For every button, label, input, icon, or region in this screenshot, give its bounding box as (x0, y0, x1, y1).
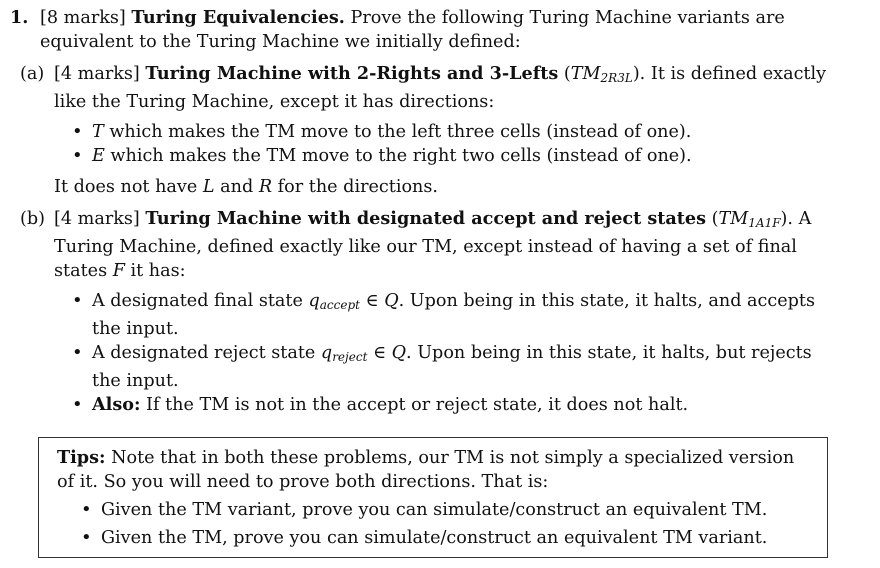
part-b-notation: TM (718, 209, 749, 229)
problem-number: 1. (10, 7, 29, 28)
tips-list (57, 498, 813, 550)
problem-marks: [8 marks] (40, 8, 126, 28)
list-item: • Also: If the TM is not in the accept or reject state, it does not halt. (92, 393, 832, 417)
tips-text: Tips: Note that in both these problems, our TM is not simply a specialized version of it. So you will need to prove both directions. That is: (57, 447, 795, 492)
part-a (20, 62, 832, 199)
part-b-notation-sub: 1A1F (748, 216, 781, 230)
part-a-label: (a) (20, 64, 45, 84)
part-a-header: [4 marks] Turing Machine with 2-Rights and 3-Lefts $(TM_{2R3L})$. It is defined exactly like the Turing Machine, except it has directions: (54, 63, 827, 112)
part-a-marks: [4 marks] (54, 64, 140, 84)
part-b (20, 207, 832, 423)
problem-statement (40, 6, 832, 54)
problem-1 (10, 6, 832, 423)
list-item: • A designated reject state $q_{reject}$ ∈ Q. Upon being in this state, it halts, but rejects the input. (92, 341, 832, 393)
part-b-title: Turing Machine with designated accept and reject states (145, 208, 707, 229)
problem-title: Turing Equivalencies. (131, 7, 345, 28)
problem-intro: Prove the following Turing Machine variants are equivalent to the Turing Machine we initially defined: (40, 8, 785, 52)
part-b-header: [4 marks] Turing Machine with designated accept and reject states $(TM_{1A1F})$. A Turing Machine, defined exactly like our TM, except instead of having a set of final states F it has: (54, 208, 812, 281)
list-item: • Given the TM, prove you can simulate/construct an equivalent TM variant. (101, 526, 813, 550)
part-a-intro: It is defined exactly like the Turing Machine, except it has directions: (54, 64, 827, 112)
part-b-label: (b) (20, 209, 45, 229)
part-a-directions-list (54, 120, 832, 168)
list-item: • T which makes the TM move to the left three cells (instead of one). (92, 120, 832, 144)
part-a-notation-sub: 2R3L (600, 71, 633, 85)
part-a-no-directions: It does not have L and R for the directions. (54, 177, 438, 197)
list-item: • Given the TM variant, prove you can simulate/construct an equivalent TM. (101, 498, 813, 522)
part-a-title: Turing Machine with 2-Rights and 3-Lefts (145, 63, 559, 84)
list-item: • E which makes the TM move to the right two cells (instead of one). (92, 144, 832, 168)
part-b-marks: [4 marks] (54, 209, 140, 229)
part-b-states-list (54, 289, 832, 417)
part-a-notation: TM (570, 64, 601, 84)
tips-box (38, 437, 828, 558)
tips-label: Tips: (57, 447, 106, 468)
list-item: • A designated final state $q_{accept}$ ∈ Q. Upon being in this state, it halts, and accepts the input. (92, 289, 832, 341)
